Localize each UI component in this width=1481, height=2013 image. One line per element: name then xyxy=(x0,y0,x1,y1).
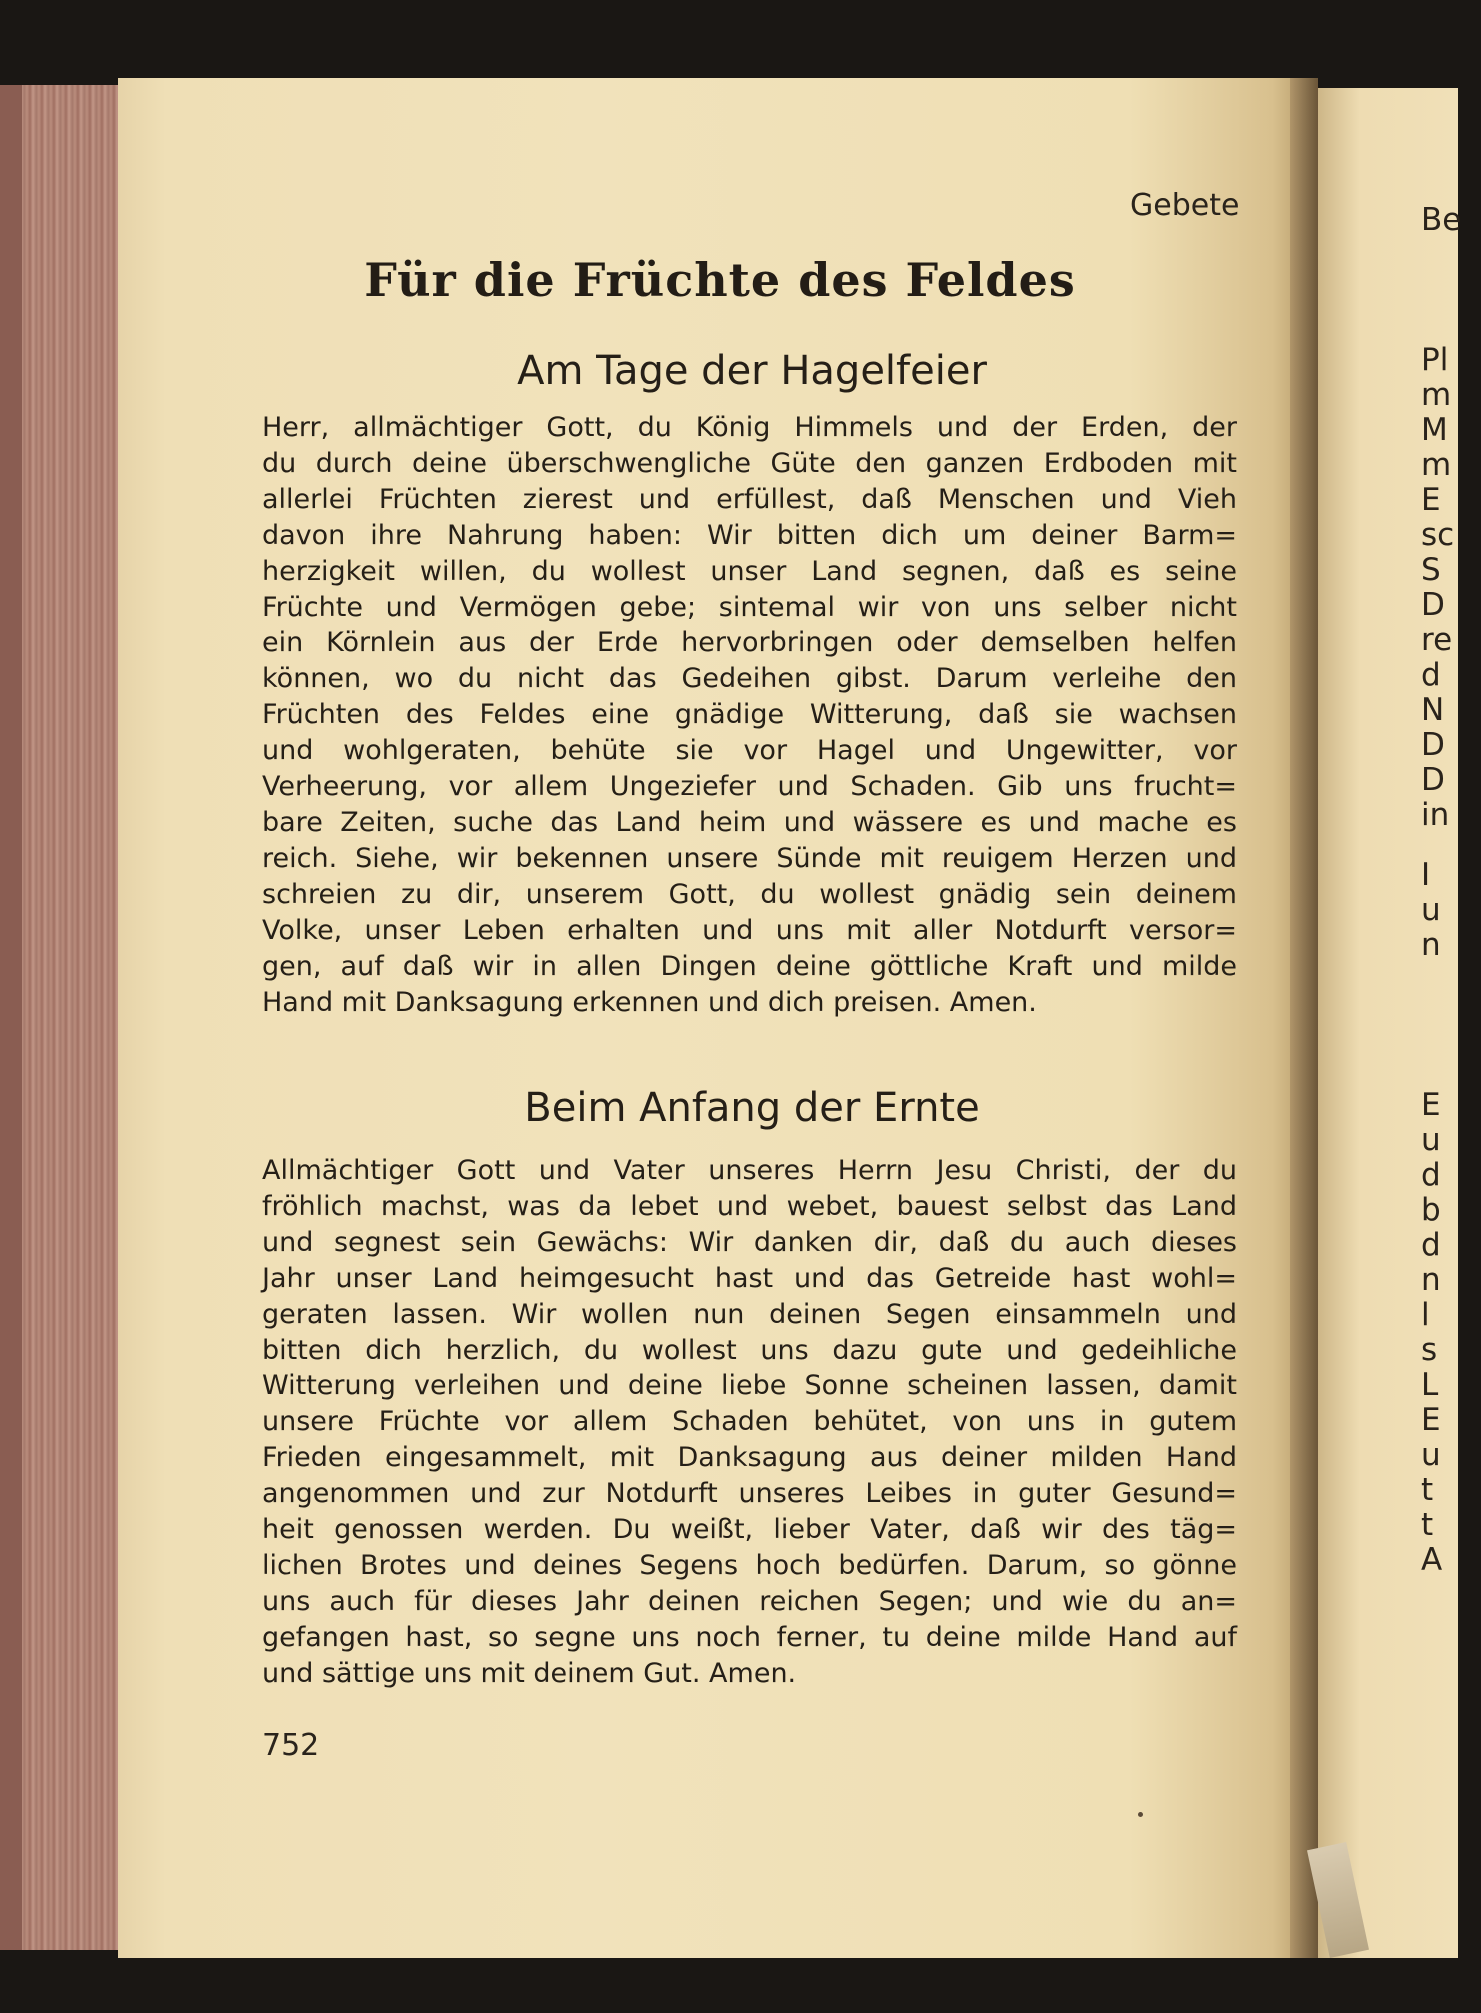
facing-page-fragment: E xyxy=(1421,1402,1441,1438)
text-line: Jahr unser Land heimgesucht hast und das Getreide hast wohl= xyxy=(262,1262,1237,1294)
facing-page-fragment: l xyxy=(1421,1297,1430,1333)
facing-page-fragment: M xyxy=(1421,412,1448,448)
section-heading-hagelfeier: Am Tage der Hagelfeier xyxy=(517,348,987,394)
facing-page-fragment: in xyxy=(1421,797,1450,833)
facing-page-fragment: I xyxy=(1421,857,1431,893)
text-line: Hand mit Danksagung erkennen und dich preisen. Amen. xyxy=(262,986,1037,1018)
paper-speck xyxy=(1138,1812,1143,1817)
book-cover-edge xyxy=(0,85,22,1950)
text-line: du durch deine überschwengliche Güte den ganzen Erdboden mit xyxy=(262,447,1237,479)
facing-page-fragment: E xyxy=(1421,1087,1441,1123)
facing-page-fragment: t xyxy=(1421,1507,1434,1543)
facing-page-fragment: D xyxy=(1421,587,1445,623)
facing-page-fragment: d xyxy=(1421,657,1441,693)
text-line: und sättige uns mit deinem Gut. Amen. xyxy=(262,1657,797,1689)
text-line: und segnest sein Gewächs: Wir danken dir, daß du auch dieses xyxy=(262,1226,1237,1258)
facing-page-fragment: sc xyxy=(1421,517,1455,553)
section-heading-ernte: Beim Anfang der Ernte xyxy=(524,1085,980,1131)
text-line: Früchten des Feldes eine gnädige Witterung, daß sie wachsen xyxy=(262,699,1237,731)
prayer-ernte xyxy=(262,1153,1237,1692)
text-line: ein Körnlein aus der Erde hervorbringen oder demselben helfen xyxy=(262,627,1237,659)
text-line: Verheerung, vor allem Ungeziefer und Schaden. Gib uns frucht= xyxy=(262,771,1237,803)
text-line: bare Zeiten, suche das Land heim und wässere es und mache es xyxy=(262,806,1237,838)
facing-page-fragment: u xyxy=(1421,892,1441,928)
text-line: allerlei Früchten zierest und erfüllest, daß Menschen und Vieh xyxy=(262,483,1237,515)
text-line: bitten dich herzlich, du wollest uns dazu gute und gedeihliche xyxy=(262,1334,1237,1366)
facing-page-fragment: Be xyxy=(1421,202,1462,238)
page-title: Für die Früchte des Feldes xyxy=(364,253,1076,307)
facing-page-fragment: m xyxy=(1421,447,1452,483)
text-line: Frieden eingesammelt, mit Danksagung aus deiner milden Hand xyxy=(262,1442,1237,1474)
gutter-shadow xyxy=(1290,78,1318,1958)
text-line: uns auch für dieses Jahr deinen reichen Segen; und wie du an= xyxy=(262,1585,1237,1617)
facing-page-fragment: n xyxy=(1421,1262,1441,1298)
running-head: Gebete xyxy=(1130,188,1240,223)
facing-page-fragment: A xyxy=(1421,1542,1443,1578)
text-line: herzigkeit willen, du wollest unser Land segnen, daß es seine xyxy=(262,555,1237,587)
facing-page-fragment: n xyxy=(1421,927,1441,963)
text-line: und wohlgeraten, behüte sie vor Hagel und Ungewitter, vor xyxy=(262,735,1237,767)
text-line: Herr, allmächtiger Gott, du König Himmels und der Erden, der xyxy=(262,412,1237,443)
facing-page-fragment: N xyxy=(1421,692,1445,728)
text-line: heit genossen werden. Du weißt, lieber Vater, daß wir des täg= xyxy=(262,1514,1237,1546)
facing-page-fragment: u xyxy=(1421,1437,1441,1473)
text-line: gen, auf daß wir in allen Dingen deine göttliche Kraft und milde xyxy=(262,950,1237,982)
text-line: unsere Früchte vor allem Schaden behütet, von uns in gutem xyxy=(262,1406,1237,1438)
text-line: geraten lassen. Wir wollen nun deinen Segen einsammeln und xyxy=(262,1298,1237,1330)
text-line: Allmächtiger Gott und Vater unseres Herrn Jesu Christi, der du xyxy=(262,1155,1237,1186)
facing-page-fragment: Pl xyxy=(1421,342,1449,378)
text-line: schreien zu dir, unserem Gott, du wollest gnädig sein deinem xyxy=(262,878,1237,910)
facing-page-fragment: u xyxy=(1421,1122,1441,1158)
text-line: Volke, unser Leben erhalten und uns mit aller Notdurft versor= xyxy=(262,914,1237,946)
text-line: reich. Siehe, wir bekennen unsere Sünde mit reuigem Herzen und xyxy=(262,842,1237,874)
facing-page-fragment: t xyxy=(1421,1472,1434,1508)
text-line: lichen Brotes und deines Segens hoch bedürfen. Darum, so gönne xyxy=(262,1549,1237,1581)
facing-page-fragment: E xyxy=(1421,482,1441,518)
text-line: Witterung verleihen und deine liebe Sonne scheinen lassen, damit xyxy=(262,1370,1237,1402)
facing-page-fragment: re xyxy=(1421,622,1453,658)
page-number: 752 xyxy=(262,1728,320,1763)
facing-page-fragment: d xyxy=(1421,1227,1441,1263)
text-line: Früchte und Vermögen gebe; sintemal wir von uns selber nicht xyxy=(262,591,1237,623)
facing-page-fragment: D xyxy=(1421,762,1445,798)
text-line: angenommen und zur Notdurft unseres Leibes in guter Gesund= xyxy=(262,1478,1237,1510)
text-line: gefangen hast, so segne uns noch ferner, tu deine milde Hand auf xyxy=(262,1621,1237,1653)
facing-page-fragment: D xyxy=(1421,727,1445,763)
facing-page-fragment: d xyxy=(1421,1157,1441,1193)
facing-page-fragment: b xyxy=(1421,1192,1441,1228)
facing-page-fragment: m xyxy=(1421,377,1452,413)
facing-page-fragment: S xyxy=(1421,552,1441,588)
facing-page-fragment: L xyxy=(1421,1367,1439,1403)
facing-page-fragment: s xyxy=(1421,1332,1438,1368)
text-line: davon ihre Nahrung haben: Wir bitten dich um deiner Barm= xyxy=(262,519,1237,551)
text-line: können, wo du nicht das Gedeihen gibst. Darum verleihe den xyxy=(262,663,1237,695)
prayer-hagelfeier xyxy=(262,410,1237,1020)
text-line: fröhlich machst, was da lebet und webet, bauest selbst das Land xyxy=(262,1190,1237,1222)
facing-page xyxy=(1318,88,1462,1958)
